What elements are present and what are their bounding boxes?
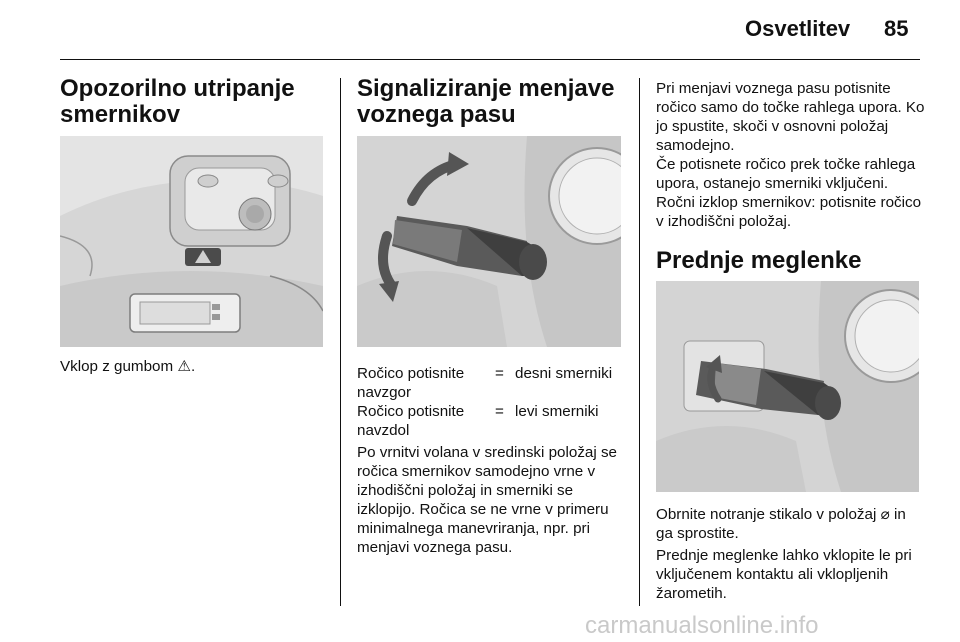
table-cell-eq: = (495, 403, 504, 420)
column-divider-2 (639, 78, 640, 606)
header-divider (60, 59, 920, 60)
lane-change-paragraph-1: Pri menjavi voznega pasu potisnite ročico samo do točke rahlega upora. Ko jo spustite, skoči v osnovni položaj samodejno. (656, 80, 925, 154)
table-cell-eq: = (495, 365, 504, 382)
fog-light-icon: ⌀ (880, 506, 890, 523)
table-row (357, 364, 621, 402)
table-row (357, 402, 621, 440)
running-header-title: Osvetlitev (745, 16, 851, 41)
lane-change-paragraph-2: Če potisnete ročico prek točke rahlega upora, ostanejo smerniki vključeni. Ročni izklop smernikov: potisnite ročico v izhodiščni položaj. (656, 156, 922, 230)
hazard-instruction-end: . (190, 358, 196, 375)
section-heading-hazard: Opozorilno utripanje smernikov (60, 75, 295, 128)
hazard-instruction (60, 357, 330, 376)
page-number: 85 (884, 16, 909, 41)
section-heading-fog-lights: Prednje meglenke (656, 247, 862, 274)
hazard-button-illustration (60, 136, 323, 347)
fog-light-switch-illustration (656, 281, 919, 492)
table-cell-result: desni smerniki (515, 365, 613, 382)
table-cell-result: levi smerniki (515, 403, 599, 420)
column-divider-1 (340, 78, 341, 606)
watermark: carmanualsonline.info (585, 612, 819, 639)
hazard-triangle-icon: ⚠ (177, 358, 191, 375)
turn-signal-lever-illustration (357, 136, 621, 347)
table-cell-action: Ročico potisnite navzgor (357, 365, 465, 401)
fog-light-paragraph: Prednje meglenke lahko vklopite le pri vključenem kontaktu ali vklopljenih žarometih. (656, 547, 912, 602)
fog-instruction-end: in ga sprostite. (656, 506, 906, 542)
lane-change-paragraph: Po vrnitvi volana v sredinski položaj se ročica smernikov samodejno vrne v izhodiščni položaj in smerniki se izklopijo. Ročica se ne vrne v primeru minimalnega manevriranja, npr. pri menjavi voznega pasu. (357, 444, 617, 556)
fog-light-instruction (656, 505, 926, 543)
section-heading-lane-change: Signaliziranje menjave voznega pasu (357, 75, 615, 128)
fog-instruction-text: Obrnite notranje stikalo v položaj (656, 506, 877, 523)
table-cell-action: Ročico potisnite navzdol (357, 403, 465, 439)
hazard-instruction-text: Vklop z gumbom (60, 358, 174, 375)
lane-change-table (357, 364, 621, 440)
